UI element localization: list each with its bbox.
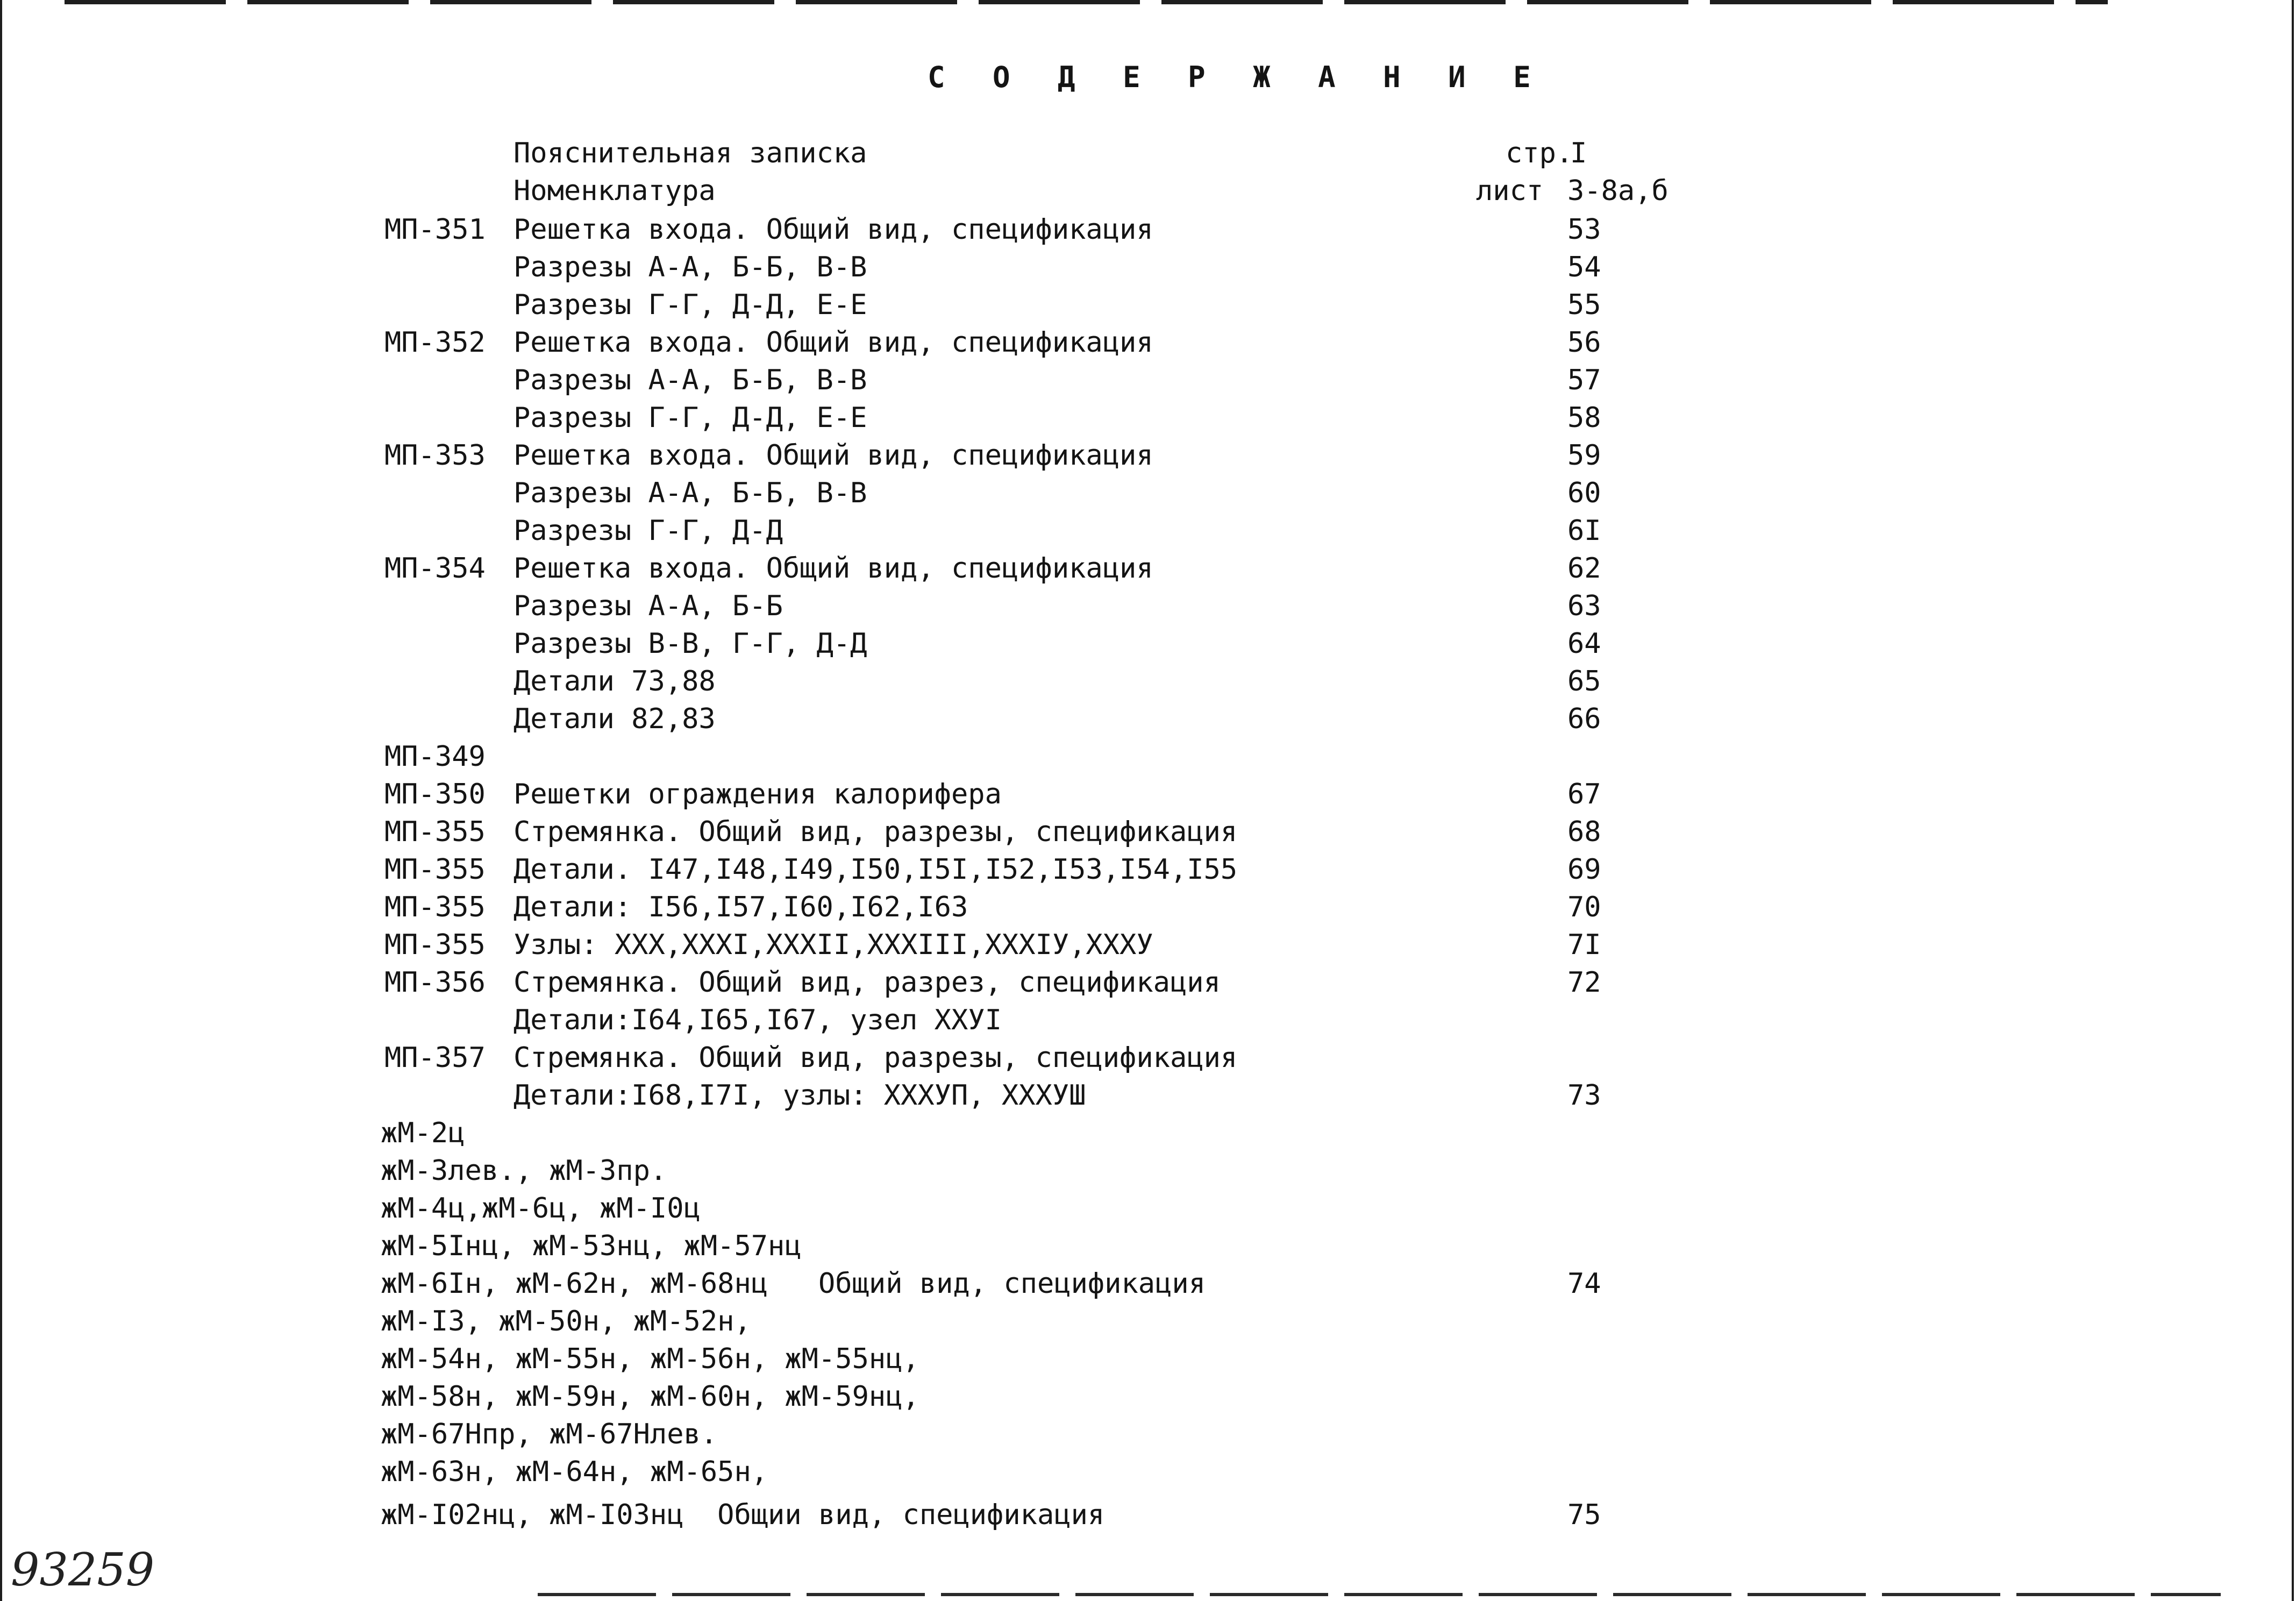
entry-text: Разрезы А-А, Б-Б, В-В bbox=[514, 251, 867, 283]
entry-text: Разрезы А-А, Б-Б, В-В bbox=[514, 477, 867, 509]
entry-text: Разрезы А-А, Б-Б bbox=[514, 590, 783, 622]
entry-text: Решетка входа. Общий вид, спецификация bbox=[514, 552, 1153, 585]
wide-row bbox=[0, 1415, 2296, 1453]
sheet-code: МП-355 bbox=[384, 929, 486, 961]
toc-row bbox=[0, 926, 2296, 964]
page-title: С О Д Е Р Ж А Н И Е bbox=[928, 60, 1546, 94]
page-number: 57 bbox=[1567, 364, 1601, 396]
sheet-code: МП-355 bbox=[384, 853, 486, 886]
header-label: лист bbox=[1476, 175, 1544, 207]
wide-entry-text: жМ-I3, жМ-50н, жМ-52н, bbox=[381, 1305, 751, 1337]
toc-row bbox=[0, 1077, 2296, 1114]
page-number: 60 bbox=[1567, 477, 1601, 509]
page-number: 66 bbox=[1567, 703, 1601, 735]
page-number: 62 bbox=[1567, 552, 1601, 585]
sheet-code: МП-355 bbox=[384, 891, 486, 923]
entry-text: Разрезы Г-Г, Д-Д bbox=[514, 515, 783, 547]
wide-row bbox=[0, 1378, 2296, 1415]
page-number: 56 bbox=[1567, 326, 1601, 359]
page-number: 75 bbox=[1567, 1499, 1601, 1531]
entry-text: Разрезы В-В, Г-Г, Д-Д bbox=[514, 628, 867, 660]
page-number: 53 bbox=[1567, 214, 1601, 246]
toc-row bbox=[0, 738, 2296, 775]
wide-entry-text: жМ-63н, жМ-64н, жМ-65н, bbox=[381, 1456, 768, 1488]
entry-text: Детали: I56,I57,I60,I62,I63 bbox=[514, 891, 968, 923]
sheet-code: МП-355 bbox=[384, 816, 486, 848]
wide-row bbox=[0, 1303, 2296, 1340]
entry-text: Стремянка. Общий вид, разрез, спецификация bbox=[514, 966, 1221, 999]
page-number: 54 bbox=[1567, 251, 1601, 283]
page-number: 6I bbox=[1567, 515, 1601, 547]
entry-text: Детали 73,88 bbox=[514, 665, 716, 698]
entry-text: Разрезы А-А, Б-Б, В-В bbox=[514, 364, 867, 396]
entry-text: Пояснительная записка bbox=[514, 137, 867, 169]
toc-row bbox=[0, 851, 2296, 888]
toc-row bbox=[0, 211, 2296, 248]
entry-text: Детали:I64,I65,I67, узел XXУI bbox=[514, 1004, 1002, 1036]
page-number: 69 bbox=[1567, 853, 1601, 886]
wide-row bbox=[0, 1265, 2296, 1303]
entry-text: Стремянка. Общий вид, разрезы, спецификация bbox=[514, 1042, 1238, 1074]
toc-row bbox=[0, 1001, 2296, 1039]
wide-row bbox=[0, 1227, 2296, 1265]
entry-text: Разрезы Г-Г, Д-Д, Е-Е bbox=[514, 289, 867, 321]
wide-row bbox=[0, 1152, 2296, 1190]
toc-row bbox=[0, 663, 2296, 700]
sheet-code: МП-351 bbox=[384, 214, 486, 246]
wide-row bbox=[0, 1496, 2296, 1534]
toc-row bbox=[0, 888, 2296, 926]
wide-row bbox=[0, 1453, 2296, 1491]
page-number: 67 bbox=[1567, 778, 1601, 810]
entry-text: Решетка входа. Общий вид, спецификация bbox=[514, 439, 1153, 472]
page-number: 64 bbox=[1567, 628, 1601, 660]
toc-row bbox=[0, 775, 2296, 813]
toc-row bbox=[0, 813, 2296, 851]
wide-entry-text: жМ-54н, жМ-55н, жМ-56н, жМ-55нц, bbox=[381, 1343, 919, 1375]
toc-row bbox=[0, 964, 2296, 1001]
toc-row bbox=[0, 587, 2296, 625]
entry-text: Стремянка. Общий вид, разрезы, спецификация bbox=[514, 816, 1238, 848]
wide-entry-text: жМ-67Нпр, жМ-67Нлев. bbox=[381, 1418, 718, 1450]
toc-row bbox=[0, 512, 2296, 550]
entry-text: Узлы: XXX,XXXI,XXXII,XXXIII,XXXIУ,XXXУ bbox=[514, 929, 1153, 961]
entry-text: Разрезы Г-Г, Д-Д, Е-Е bbox=[514, 402, 867, 434]
toc-row bbox=[0, 361, 2296, 399]
sheet-code: МП-353 bbox=[384, 439, 486, 472]
page-number: 65 bbox=[1567, 665, 1601, 698]
page-number: 70 bbox=[1567, 891, 1601, 923]
page-number: 72 bbox=[1567, 966, 1601, 999]
wide-entry-text: жМ-5Iнц, жМ-53нц, жМ-57нц bbox=[381, 1230, 802, 1262]
sheet-code: МП-356 bbox=[384, 966, 486, 999]
bottom-border-strip bbox=[538, 1593, 2221, 1596]
page-number: 63 bbox=[1567, 590, 1601, 622]
toc-row bbox=[0, 474, 2296, 512]
inventory-number: 93259 bbox=[11, 1543, 155, 1596]
sheet-code: МП-354 bbox=[384, 552, 486, 585]
entry-text: Детали 82,83 bbox=[514, 703, 716, 735]
header-row bbox=[0, 172, 2296, 210]
page-number: 58 bbox=[1567, 402, 1601, 434]
top-border-strip bbox=[65, 0, 2108, 4]
entry-text: Решетки ограждения калорифера bbox=[514, 778, 1002, 810]
header-value: 3-8а,б bbox=[1567, 175, 1668, 207]
page-number: 59 bbox=[1567, 439, 1601, 472]
entry-text: Решетка входа. Общий вид, спецификация bbox=[514, 326, 1153, 359]
wide-row bbox=[0, 1190, 2296, 1227]
wide-entry-text: жМ-4ц,жМ-6ц, жМ-I0ц bbox=[381, 1192, 701, 1225]
wide-entry-text: жМ-I02нц, жМ-I03нц Общии вид, спецификация bbox=[381, 1499, 1105, 1531]
wide-entry-text: жМ-3лев., жМ-3пр. bbox=[381, 1155, 667, 1187]
sheet-code: МП-349 bbox=[384, 741, 486, 773]
toc-row bbox=[0, 399, 2296, 437]
toc-row bbox=[0, 550, 2296, 587]
toc-row bbox=[0, 437, 2296, 474]
entry-text: Решетка входа. Общий вид, спецификация bbox=[514, 214, 1153, 246]
toc-row bbox=[0, 625, 2296, 663]
wide-row bbox=[0, 1340, 2296, 1378]
header-row bbox=[0, 134, 2296, 172]
wide-entry-text: жМ-2ц bbox=[381, 1117, 465, 1149]
page-number: 68 bbox=[1567, 816, 1601, 848]
wide-row bbox=[0, 1114, 2296, 1152]
entry-text: Номенклатура bbox=[514, 175, 716, 207]
page-number: 74 bbox=[1567, 1268, 1601, 1300]
page-number: 55 bbox=[1567, 289, 1601, 321]
sheet-code: МП-350 bbox=[384, 778, 486, 810]
toc-row bbox=[0, 286, 2296, 324]
page-number: 7I bbox=[1567, 929, 1601, 961]
toc-row bbox=[0, 248, 2296, 286]
wide-entry-text: жМ-58н, жМ-59н, жМ-60н, жМ-59нц, bbox=[381, 1381, 919, 1413]
page-number: 73 bbox=[1567, 1079, 1601, 1112]
sheet-code: МП-357 bbox=[384, 1042, 486, 1074]
toc-row bbox=[0, 324, 2296, 361]
toc-row bbox=[0, 700, 2296, 738]
header-label: стр. bbox=[1506, 137, 1573, 169]
entry-text: Детали:I68,I7I, узлы: XXXУП, XXXУШ bbox=[514, 1079, 1086, 1112]
header-value: I bbox=[1570, 137, 1587, 169]
sheet-code: МП-352 bbox=[384, 326, 486, 359]
entry-text: Детали. I47,I48,I49,I50,I5I,I52,I53,I54,I55 bbox=[514, 853, 1238, 886]
toc-row bbox=[0, 1039, 2296, 1077]
wide-entry-text: жМ-6Iн, жМ-62н, жМ-68нц Общий вид, спецификация bbox=[381, 1268, 1206, 1300]
